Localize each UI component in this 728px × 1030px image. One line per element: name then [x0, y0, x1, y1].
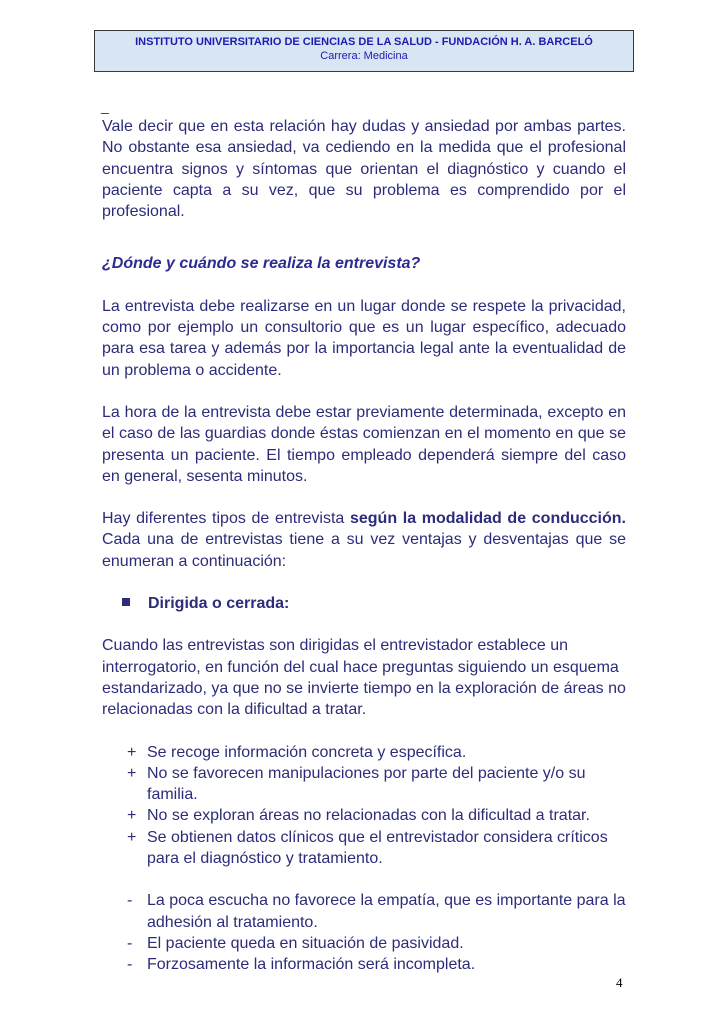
career-name: Carrera: Medicina: [320, 50, 408, 62]
disadvantage-text: El paciente queda en situación de pasividad.: [147, 934, 464, 952]
paragraph-location: La entrevista debe realizarse en un lugar donde se respete la privacidad, como por ejemplo un consultorio que es un lugar específico, adecuado para esa tarea y además por la importancia legal ante la eventualidad de un problema o accidente.: [102, 297, 626, 379]
plus-icon: +: [127, 828, 137, 846]
disadvantage-text: Forzosamente la información será incompleta.: [147, 956, 476, 974]
advantages-list: [102, 742, 626, 870]
minus-icon: -: [127, 934, 133, 952]
page-content: [102, 116, 626, 997]
advantage-text: Se obtienen datos clínicos que el entrevistador considera críticos para el diagnóstico y tratamiento.: [147, 828, 608, 868]
bullet-directed-interview: [122, 593, 626, 614]
types-text-start: Hay diferentes tipos de entrevista: [102, 510, 350, 528]
minus-icon: -: [127, 892, 133, 910]
advantage-text: No se exploran áreas no relacionadas con la dificultad a tratar.: [147, 807, 590, 825]
underscore-mark: _: [101, 98, 109, 114]
minus-icon: -: [127, 956, 133, 974]
disadvantage-text: La poca escucha no favorece la empatía, que es importante para la adhesión al tratamiento.: [147, 892, 626, 931]
advantage-text: Se recoge información concreta y específica.: [147, 743, 467, 761]
list-item: [127, 742, 626, 763]
paragraph-types: [102, 508, 626, 572]
bullet-title: Dirigida o cerrada:: [148, 595, 290, 613]
plus-icon: +: [127, 807, 137, 825]
page-number: 4: [616, 975, 623, 990]
list-item: [127, 933, 626, 954]
list-item: [127, 890, 626, 933]
advantage-text: No se favorecen manipulaciones por parte del paciente y/o su familia.: [147, 764, 586, 804]
types-text-bold: según la modalidad de conducción.: [349, 510, 626, 528]
list-item: [127, 954, 626, 975]
paragraph-directed: Cuando las entrevistas son dirigidas el entrevistador establece un interrogatorio, en función del cual hace preguntas siguiendo un esquema estandarizado, ya que no se invierte tiempo en la exploración de áreas no relacionadas con la dificultad a tratar.: [102, 637, 626, 719]
document-header: [94, 30, 634, 72]
paragraph-relationship: Vale decir que en esta relación hay dudas y ansiedad por ambas partes. No obstante esa ansiedad, va cediendo en la medida que el profesional encuentra signos y síntomas que orientan el diagnóstico y cuando el paciente capta a su vez, que su problema es comprendido por el profesional.: [102, 118, 626, 221]
square-bullet-icon: [122, 598, 130, 606]
list-item: [127, 827, 626, 870]
list-item: [127, 805, 626, 826]
types-text-end: Cada una de entrevistas tiene a su vez ventajas y desventajas que se enumeran a continuación:: [102, 531, 626, 570]
disadvantages-list: [102, 890, 626, 975]
institution-name: INSTITUTO UNIVERSITARIO DE CIENCIAS DE LA SALUD - FUNDACIÓN H. A. BARCELÓ: [135, 36, 593, 48]
plus-icon: +: [127, 743, 137, 761]
list-item: [127, 763, 626, 806]
plus-icon: +: [127, 764, 137, 782]
paragraph-time: La hora de la entrevista debe estar previamente determinada, excepto en el caso de las guardias donde éstas comienzan en el momento en que se presenta un paciente. El tiempo empleado dependerá siempre del caso en general, sesenta minutos.: [102, 403, 626, 485]
section-heading: ¿Dónde y cuándo se realiza la entrevista?: [102, 255, 421, 273]
